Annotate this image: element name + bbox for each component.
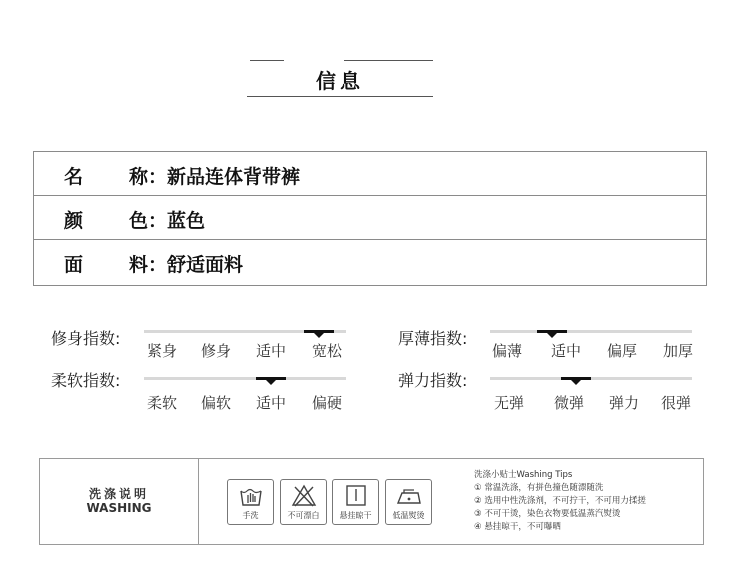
info-row-content bbox=[64, 250, 243, 277]
elasticity-scale-track bbox=[490, 377, 692, 380]
title-rule-top-right bbox=[344, 60, 433, 61]
no-bleach-icon-box bbox=[280, 479, 327, 525]
info-label-char-1: 颜 bbox=[64, 210, 84, 232]
fit-scale-label: 修身指数: bbox=[51, 329, 121, 348]
no-bleach-icon bbox=[291, 483, 317, 509]
info-row-fabric bbox=[34, 240, 706, 285]
washing-title-panel bbox=[40, 459, 199, 544]
thickness-scale-label: 厚薄指数: bbox=[398, 329, 468, 348]
thickness-option: 加厚 bbox=[663, 342, 694, 360]
fit-option-selected: 宽松 bbox=[312, 342, 343, 360]
info-colon: ： bbox=[148, 254, 168, 276]
washing-tip: ① 常温洗涤，有拼色撞色随漂随洗 bbox=[474, 483, 604, 493]
info-colon: ： bbox=[148, 210, 168, 232]
title-rule-top-left bbox=[250, 60, 284, 61]
washing-tips bbox=[474, 469, 646, 534]
washing-tips-title: 洗涤小贴士Washing Tips bbox=[474, 470, 573, 480]
washing-tip: ② 选用中性洗涤剂，不可拧干，不可用力揉搓 bbox=[474, 496, 646, 506]
product-info-table bbox=[33, 151, 707, 286]
info-row-name bbox=[34, 152, 706, 196]
info-row-content bbox=[64, 206, 205, 233]
title-block bbox=[247, 60, 433, 98]
info-label-char-2: 料 bbox=[129, 254, 149, 276]
fit-option: 紧身 bbox=[147, 342, 178, 360]
info-row-color bbox=[34, 196, 706, 240]
info-colon: ： bbox=[148, 166, 168, 188]
thickness-scale-track bbox=[490, 330, 692, 333]
info-label-char-1: 面 bbox=[64, 254, 84, 276]
no-bleach-label: 不可漂白 bbox=[287, 511, 320, 520]
info-value-fabric: 舒适面料 bbox=[167, 254, 244, 276]
info-label-char-1: 名 bbox=[64, 166, 84, 188]
softness-option-selected: 适中 bbox=[256, 394, 287, 412]
washing-title-cn: 洗涤说明 bbox=[88, 487, 149, 501]
low-iron-label: 低温熨烫 bbox=[392, 511, 425, 520]
fit-option: 修身 bbox=[201, 342, 232, 360]
thickness-option: 偏厚 bbox=[607, 342, 638, 360]
softness-option: 柔软 bbox=[147, 394, 178, 412]
low-iron-icon bbox=[396, 483, 422, 509]
softness-scale-marker bbox=[256, 377, 286, 380]
hang-dry-label: 悬挂晾干 bbox=[339, 511, 372, 520]
elasticity-option-selected: 微弹 bbox=[554, 394, 585, 412]
washing-title-en: WASHING bbox=[86, 501, 152, 515]
fit-option: 适中 bbox=[256, 342, 287, 360]
info-label-char-2: 色 bbox=[129, 210, 149, 232]
washing-tip: ③ 不可干烫，染色衣物要低温蒸汽熨烫 bbox=[474, 509, 621, 519]
info-label-char-2: 称 bbox=[129, 166, 149, 188]
info-value-color: 蓝色 bbox=[167, 210, 206, 232]
low-iron-icon-box bbox=[385, 479, 432, 525]
softness-option: 偏软 bbox=[201, 394, 232, 412]
washing-instructions bbox=[39, 458, 704, 545]
fit-scale-marker bbox=[304, 330, 334, 333]
title-rule-bottom bbox=[247, 96, 433, 97]
hang-dry-icon bbox=[343, 483, 369, 509]
thickness-scale-marker bbox=[537, 330, 567, 333]
softness-scale-track bbox=[144, 377, 346, 380]
page-title: 信息 bbox=[316, 69, 364, 93]
info-value-name: 新品连体背带裤 bbox=[167, 166, 301, 188]
elasticity-scale-label: 弹力指数: bbox=[398, 371, 468, 390]
softness-scale-label: 柔软指数: bbox=[51, 371, 121, 390]
softness-option: 偏硬 bbox=[312, 394, 343, 412]
elasticity-option: 无弹 bbox=[494, 394, 525, 412]
elasticity-scale-marker bbox=[561, 377, 591, 380]
hang-dry-icon-box bbox=[332, 479, 379, 525]
thickness-option-selected: 适中 bbox=[551, 342, 582, 360]
hand-wash-label: 手洗 bbox=[242, 511, 259, 520]
hand-wash-icon bbox=[238, 483, 264, 509]
info-row-content bbox=[64, 162, 300, 189]
thickness-option: 偏薄 bbox=[492, 342, 523, 360]
hand-wash-icon-box bbox=[227, 479, 274, 525]
washing-tip: ④ 悬挂晾干，不可曝晒 bbox=[474, 522, 561, 532]
elasticity-option: 很弹 bbox=[661, 394, 692, 412]
elasticity-option: 弹力 bbox=[609, 394, 640, 412]
